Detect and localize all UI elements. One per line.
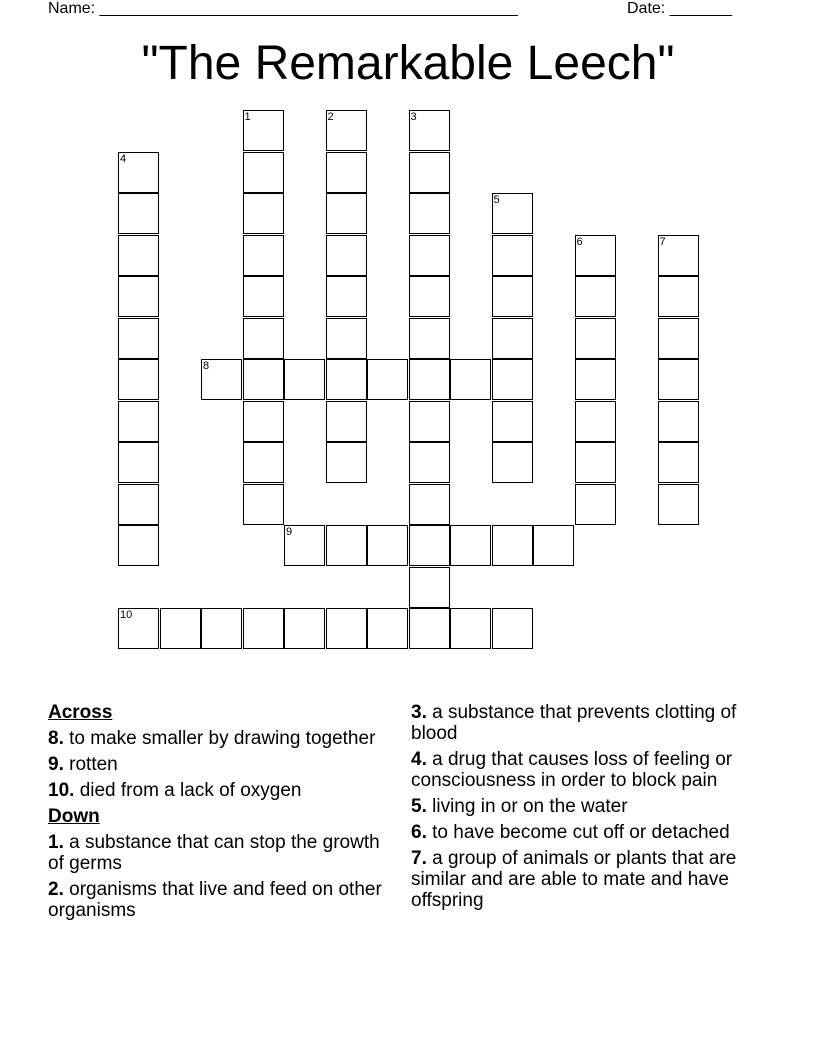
grid-cell[interactable] bbox=[575, 359, 616, 400]
clue-number: 1. bbox=[48, 832, 64, 853]
clue-down-4 bbox=[411, 749, 771, 791]
grid-cell[interactable] bbox=[118, 276, 159, 317]
grid-cell[interactable] bbox=[658, 235, 699, 276]
grid-cell[interactable] bbox=[243, 442, 284, 483]
date-line: Date: _______ bbox=[627, 0, 732, 17]
grid-cell[interactable] bbox=[243, 359, 284, 400]
grid-cell[interactable] bbox=[367, 525, 408, 566]
grid-cell[interactable] bbox=[118, 608, 159, 649]
grid-cell[interactable] bbox=[450, 359, 491, 400]
clue-number: 8. bbox=[48, 728, 64, 749]
grid-cell[interactable] bbox=[118, 318, 159, 359]
clue-down-2 bbox=[48, 879, 388, 921]
clue-across-10 bbox=[48, 780, 388, 801]
grid-cell[interactable] bbox=[658, 318, 699, 359]
grid-cell[interactable] bbox=[326, 525, 367, 566]
grid-cell[interactable] bbox=[409, 567, 450, 608]
grid-cell[interactable] bbox=[284, 359, 325, 400]
grid-cell[interactable] bbox=[326, 608, 367, 649]
grid-cell[interactable] bbox=[409, 152, 450, 193]
cell-number: 2 bbox=[327, 111, 334, 123]
grid-cell[interactable] bbox=[658, 442, 699, 483]
cell-number: 3 bbox=[410, 111, 417, 123]
grid-cell[interactable] bbox=[492, 442, 533, 483]
grid-cell[interactable] bbox=[326, 152, 367, 193]
grid-cell[interactable] bbox=[492, 608, 533, 649]
clue-text: rotten bbox=[69, 754, 118, 775]
grid-cell[interactable] bbox=[284, 608, 325, 649]
grid-cell[interactable] bbox=[243, 401, 284, 442]
grid-cell[interactable] bbox=[326, 318, 367, 359]
grid-cell[interactable] bbox=[118, 484, 159, 525]
clue-text: living in or on the water bbox=[432, 796, 628, 817]
grid-cell[interactable] bbox=[367, 359, 408, 400]
clue-text: a drug that causes loss of feeling or consciousness in order to block pain bbox=[411, 749, 733, 791]
grid-cell[interactable] bbox=[409, 525, 450, 566]
grid-cell[interactable] bbox=[367, 608, 408, 649]
grid-cell[interactable] bbox=[409, 359, 450, 400]
clue-down-5 bbox=[411, 796, 771, 817]
grid-cell[interactable] bbox=[409, 401, 450, 442]
grid-cell[interactable] bbox=[243, 318, 284, 359]
grid-cell[interactable] bbox=[243, 152, 284, 193]
grid-cell[interactable] bbox=[658, 484, 699, 525]
grid-cell[interactable] bbox=[575, 318, 616, 359]
grid-cell[interactable] bbox=[409, 110, 450, 151]
clue-text: organisms that live and feed on other organisms bbox=[48, 879, 382, 921]
clue-text: a group of animals or plants that are similar and are able to mate and have offspring bbox=[411, 848, 737, 911]
grid-cell[interactable] bbox=[409, 484, 450, 525]
grid-cell[interactable] bbox=[409, 442, 450, 483]
grid-cell[interactable] bbox=[575, 442, 616, 483]
grid-cell[interactable] bbox=[243, 276, 284, 317]
grid-cell[interactable] bbox=[409, 276, 450, 317]
grid-cell[interactable] bbox=[492, 235, 533, 276]
grid-cell[interactable] bbox=[118, 235, 159, 276]
grid-cell[interactable] bbox=[575, 276, 616, 317]
down-heading: Down bbox=[48, 806, 100, 827]
grid-cell[interactable] bbox=[492, 276, 533, 317]
grid-cell[interactable] bbox=[492, 193, 533, 234]
grid-cell[interactable] bbox=[658, 359, 699, 400]
grid-cell[interactable] bbox=[243, 484, 284, 525]
clues-column-left bbox=[48, 702, 388, 926]
grid-cell[interactable] bbox=[243, 110, 284, 151]
grid-cell[interactable] bbox=[409, 193, 450, 234]
cell-number: 4 bbox=[120, 152, 127, 165]
clue-number: 2. bbox=[48, 879, 64, 900]
grid-cell[interactable] bbox=[450, 608, 491, 649]
clue-text: to make smaller by drawing together bbox=[69, 728, 376, 749]
grid-cell[interactable] bbox=[118, 193, 159, 234]
grid-cell[interactable] bbox=[326, 110, 367, 151]
clue-across-8 bbox=[48, 728, 388, 749]
grid-cell[interactable] bbox=[243, 608, 284, 649]
grid-cell[interactable] bbox=[492, 359, 533, 400]
clue-down-6 bbox=[411, 822, 771, 843]
cell-number: 6 bbox=[576, 235, 583, 248]
clue-number: 7. bbox=[411, 848, 427, 869]
grid-cell[interactable] bbox=[575, 484, 616, 525]
clue-across-9 bbox=[48, 754, 388, 775]
grid-cell[interactable] bbox=[160, 608, 201, 649]
grid-cell[interactable] bbox=[201, 608, 242, 649]
grid-cell[interactable] bbox=[243, 193, 284, 234]
clue-down-1 bbox=[48, 832, 388, 874]
clue-number: 10. bbox=[48, 780, 75, 801]
clue-down-3 bbox=[411, 702, 771, 744]
grid-cell[interactable] bbox=[575, 401, 616, 442]
grid-cell[interactable] bbox=[326, 442, 367, 483]
grid-cell[interactable] bbox=[492, 525, 533, 566]
grid-cell[interactable] bbox=[492, 318, 533, 359]
clue-number: 5. bbox=[411, 796, 427, 817]
cell-number: 9 bbox=[286, 526, 293, 538]
across-heading: Across bbox=[48, 702, 113, 723]
grid-cell[interactable] bbox=[658, 401, 699, 442]
grid-cell[interactable] bbox=[118, 359, 159, 400]
grid-cell[interactable] bbox=[409, 318, 450, 359]
clue-number: 3. bbox=[411, 702, 427, 723]
grid-cell[interactable] bbox=[326, 276, 367, 317]
grid-cell[interactable] bbox=[409, 608, 450, 649]
grid-cell[interactable] bbox=[118, 401, 159, 442]
clues-column-right bbox=[411, 702, 771, 916]
grid-cell[interactable] bbox=[575, 235, 616, 276]
grid-cell[interactable] bbox=[284, 525, 325, 566]
grid-cell[interactable] bbox=[118, 442, 159, 483]
grid-cell[interactable] bbox=[118, 525, 159, 566]
clue-text: a substance that can stop the growth of germs bbox=[48, 832, 380, 874]
clue-number: 6. bbox=[411, 822, 427, 843]
grid-cell[interactable] bbox=[492, 401, 533, 442]
grid-cell[interactable] bbox=[450, 525, 491, 566]
clue-text: died from a lack of oxygen bbox=[79, 780, 302, 801]
grid-cell[interactable] bbox=[326, 235, 367, 276]
grid-cell[interactable] bbox=[533, 525, 574, 566]
name-line: Name: _______________________________________________ bbox=[48, 0, 518, 17]
clue-text: to have become cut off or detached bbox=[432, 822, 730, 843]
grid-cell[interactable] bbox=[326, 359, 367, 400]
cell-number: 10 bbox=[120, 609, 133, 621]
puzzle-title: "The Remarkable Leech" bbox=[141, 37, 675, 90]
clue-number: 9. bbox=[48, 754, 64, 775]
grid-cell[interactable] bbox=[201, 359, 242, 400]
grid-cell[interactable] bbox=[658, 276, 699, 317]
grid-cell[interactable] bbox=[326, 193, 367, 234]
grid-cell[interactable] bbox=[409, 235, 450, 276]
grid-cell[interactable] bbox=[118, 152, 159, 193]
cell-number: 7 bbox=[659, 235, 666, 248]
cell-number: 5 bbox=[493, 194, 500, 206]
clue-down-7 bbox=[411, 848, 771, 911]
grid-cell[interactable] bbox=[326, 401, 367, 442]
cell-number: 1 bbox=[244, 111, 251, 123]
grid-cell[interactable] bbox=[243, 235, 284, 276]
cell-number: 8 bbox=[203, 360, 210, 372]
clue-number: 4. bbox=[411, 749, 427, 770]
clue-text: a substance that prevents clotting of blood bbox=[411, 702, 737, 744]
